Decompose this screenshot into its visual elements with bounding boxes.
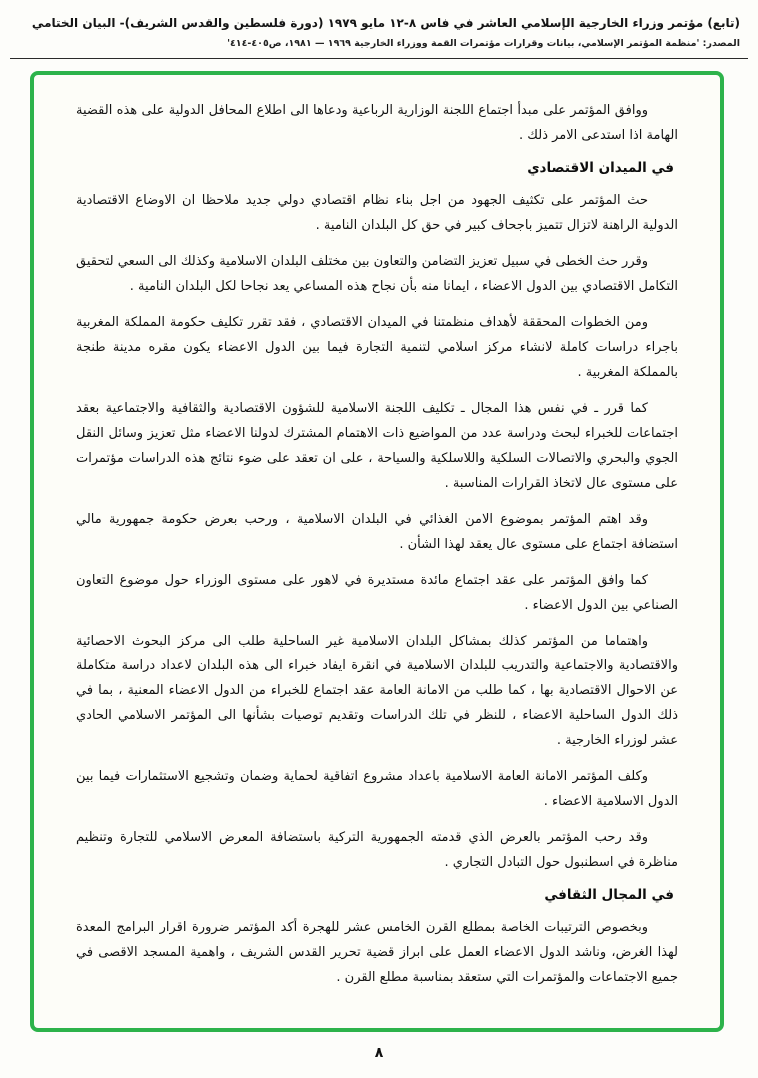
header-source: المصدر: 'منظمة المؤتمر الإسلامي، بيانات وقرارات مؤتمرات القمة ووزراء الخارجية ١٩٦٩ — ١٩٨١، ص٤٠٥-٤١٤' [227, 38, 740, 49]
paragraph-trade-center-tangier: ومن الخطوات المحققة لأهداف منظمتنا في الميدان الاقتصادي ، فقد تقرر تكليف حكومة المملكة المغربية باجراء دراسات كاملة لانشاء مركز اسلامي لتنمية التجارة فيما بين الدول الاعضاء يكون مقره مدينة طنجة بالمملكة المغربية . [76, 315, 678, 380]
paragraph-new-economic-order: حث المؤتمر على تكثيف الجهود من اجل بناء نظام اقتصادي دولي جديد ملاحظا ان الاوضاع الاقتصادية الدولية الراهنة لاتزال تتميز باجحاف كبير في حق كل البلدان النامية . [76, 193, 678, 234]
paragraph-roundtable-lahore: كما وافق المؤتمر على عقد اجتماع مائدة مستديرة في لاهور على مستوى الوزراء حول موضوع التعاون الصناعي بين الدول الاعضاء . [76, 572, 678, 613]
page-number: ٨ [374, 1044, 384, 1061]
paragraph-quadripartite-committee: ووافق المؤتمر على مبدأ اجتماع اللجنة الوزارية الرباعية ودعاها الى اطلاع المحافل الدولية على هذه القضية الهامة اذا استدعى الامر ذلك . [76, 103, 678, 144]
paragraph-solidarity-cooperation: وقرر حث الخطى في سبيل تعزيز التضامن والتعاون بين مختلف البلدان الاسلامية وكذلك الى السعي لتحقيق التكامل الاقتصادي بين الدول الاعضاء ، ايمانا منه بأن نجاح هذه المساعي يعد نجاحا لكل البلدان النامية . [76, 254, 678, 295]
paragraph-investment-agreement: وكلف المؤتمر الامانة العامة الاسلامية باعداد مشروع اتفاقية لحماية وضمان وتشجيع الاستثمارات فيما بين الدول الاسلامية الاعضاء . [76, 769, 678, 810]
paragraph-food-security-mali: وقد اهتم المؤتمر بموضوع الامن الغذائي في البلدان الاسلامية ، ورحب بعرض حكومة جمهورية مالي استضافة اجتماع على مستوى عال يعقد لهذا الشأن . [76, 511, 678, 552]
paragraph-fifteenth-hijri-century: وبخصوص الترتيبات الخاصة بمطلع القرن الخامس عشر للهجرة أكد المؤتمر ضرورة اقرار البرامج المعدة لهذا الغرض، وناشد الدول الاعضاء العمل على ابراز قضية تحرير القدس الشريف ، واهمية المسجد الاقصى في جميع الاجتماعات والمؤتمرات التي ستعقد بمناسبة مطلع القرن . [76, 920, 678, 985]
paragraph-islamic-commission-experts: كما قرر ـ في نفس هذا المجال ـ تكليف اللجنة الاسلامية للشؤون الاقتصادية والثقافية والاجتماعية بعقد اجتماعات للخبراء لبحث ودراسة عدد من المواضيع ذات الاهتمام المشترك لدولنا الاعضاء مثل تعزيز وسائل النقل الجوي والبحري والاتصالات السلكية واللاسلكية والسياحة ، على ان تعقد على ضوء نتائج هذه الدراسات مؤتمرات على مستوى عال لاتخاذ القرارات المناسبة . [76, 400, 678, 491]
section-heading-economic-field: في الميدان الاقتصادي [527, 160, 674, 177]
page-footer [0, 1042, 758, 1073]
document-frame [30, 71, 724, 1032]
header-divider [10, 58, 748, 59]
header-title: (تابع) مؤتمر وزراء الخارجية الإسلامي العاشر في فاس ٨-١٢ مايو ١٩٧٩ (دورة فلسطين والقدس الشريف)- البيان الختامي [31, 16, 740, 30]
paragraph-landlocked-countries-ankara: واهتماما من المؤتمر كذلك بمشاكل البلدان الاسلامية غير الساحلية طلب الى مركز البحوث الاحصائية والاقتصادية والاجتماعية والتدريب للبلدان الاسلامية في انقرة ايفاد خبراء الى هذه البلدان لاعداد دراسة متكاملة عن الاحوال الاقتصادية بها ، كما طلب من الامانة العامة عقد اجتماع للخبراء من الدول الاعضاء المعنية ، بما في ذلك الدول الساحلية الاعضاء ، للنظر في تلك الدراسات وتقديم توصيات بشأنها الى المؤتمر الاسلامي الحادي عشر لوزراء الخارجية . [76, 633, 678, 749]
paragraph-turkish-trade-fair-istanbul: وقد رحب المؤتمر بالعرض الذي قدمته الجمهورية التركية باستضافة المعرض الاسلامي للتجارة وتنظيم مناظرة في اسطنبول حول التبادل التجاري . [76, 830, 678, 871]
section-heading-cultural-field: في المجال الثقافي [544, 887, 674, 904]
page-header [0, 0, 758, 50]
